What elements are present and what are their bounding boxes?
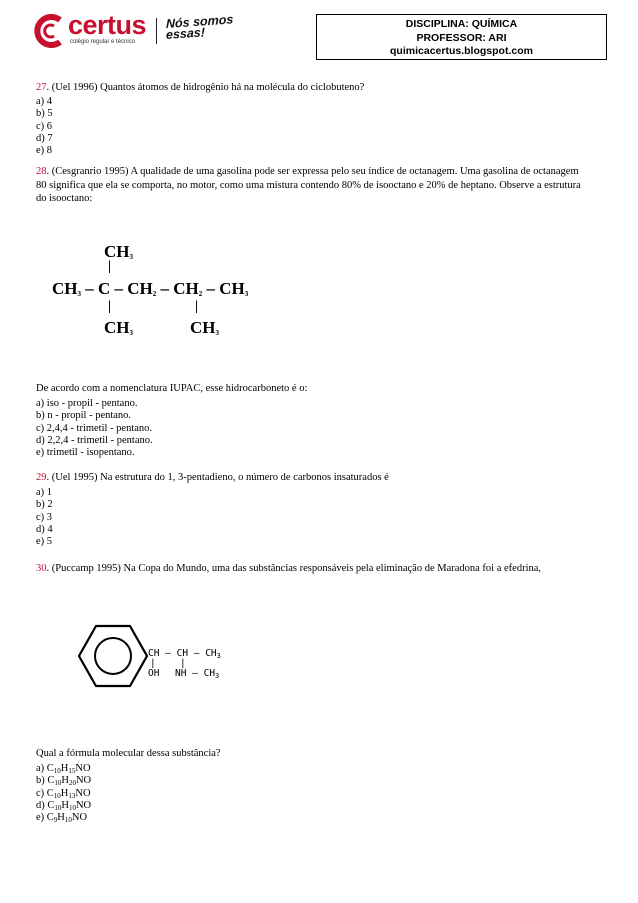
option-d: d) 2,2,4 - trimetil - pentano. (36, 434, 153, 446)
ch2: $CH_2$ (127, 279, 157, 298)
professor-label: PROFESSOR: ARI (416, 31, 507, 44)
certus-logo (32, 10, 157, 48)
option-d: d) 4 (36, 523, 53, 535)
top-bond: | (108, 259, 112, 274)
bottom-ch3-1: $CH_3$ (104, 318, 133, 337)
option-b: b) 5 (36, 108, 53, 120)
question-number: 27 (36, 82, 47, 93)
question-number: 30 (36, 563, 47, 574)
bond: – (114, 279, 124, 298)
discipline-box (316, 14, 607, 60)
question-number: 29 (36, 472, 47, 483)
question-30 (36, 562, 611, 576)
logo-divider (156, 18, 157, 44)
bond: – (160, 279, 170, 298)
option-d: d) 7 (36, 132, 53, 144)
option-b: b) 2 (36, 499, 53, 511)
carbon-quaternary: C (98, 279, 111, 298)
question-text: . (Puccamp 1995) Na Copa do Mundo, uma das substâncias responsáveis pela eliminação de Maradona foi a efedrina, (46, 563, 542, 574)
option-c: c) 2,4,4 - trimetil - pentano. (36, 422, 153, 434)
option-d: d) $C_{10}H_{10}NO$ (36, 799, 92, 812)
logo-text: certus (68, 10, 147, 40)
ch-tertiary: $CH_2$ (173, 279, 203, 298)
side-chain (148, 649, 221, 679)
ephedrine-structure (78, 624, 238, 690)
question-27 (36, 81, 606, 95)
question-29 (36, 471, 606, 485)
option-b: b) $C_{10}H_{20}NO$ (36, 775, 92, 788)
question-stem-line-3: do isooctano: (36, 193, 93, 204)
option-c: c) 6 (36, 120, 53, 132)
question-stem (36, 562, 611, 576)
oh-group: OH (148, 668, 160, 679)
question-text: . (Uel 1996) Quantos átomos de hidrogênio há na molécula do ciclobuteno? (46, 82, 365, 93)
chain-line: CH – CH – $CH_3$ (148, 648, 221, 660)
option-a: a) iso - propil - pentano. (36, 398, 138, 409)
question-text-1: . (Cesgranrio 1995) A qualidade de uma gasolina pode ser expressa pelo seu índice de octanagem. Uma gasolina de octanagem (46, 166, 579, 177)
bond: – (85, 279, 94, 298)
option-e: e) 8 (36, 145, 53, 157)
question-text: . (Uel 1995) Na estrutura do 1, 3-pentadieno, o número de carbonos insaturados é (46, 472, 389, 483)
nh-ch3-group: NH – $CH_3$ (175, 668, 220, 680)
bottom-bond-1: | (108, 299, 112, 314)
option-b: b) n - propil - pentano. (36, 410, 132, 422)
option-c: c) 3 (36, 511, 53, 523)
benzene-ring-icon (78, 624, 148, 688)
ch3-right: $CH_3$ (219, 279, 249, 298)
slogan-logo (166, 14, 252, 44)
bond: – (206, 279, 216, 298)
question-30-prompt: Qual a fórmula molecular dessa substância? (36, 748, 221, 759)
slogan-text: Nós somos essas! (166, 12, 234, 43)
logo-tagline: colégio regular e técnico (70, 39, 136, 45)
ch3-left: $CH_3$ (52, 279, 81, 298)
option-e: e) 5 (36, 536, 53, 548)
bottom-bond-2: | (195, 299, 199, 314)
top-ch3: $CH_3$ (104, 242, 133, 261)
discipline-label: DISCIPLINA: QUÍMICA (405, 18, 518, 30)
option-e: e) $C_9H_{10}NO$ (36, 812, 88, 825)
logo-mark-icon (32, 14, 66, 48)
site-link[interactable]: quimicacertus.blogspot.com (390, 45, 533, 57)
option-a: a) $C_{10}H_{15}NO$ (36, 763, 91, 775)
option-c: c) $C_{10}H_{13}NO$ (36, 787, 91, 800)
question-stem-line-1 (36, 165, 611, 179)
question-28-prompt: De acordo com a nomenclatura IUPAC, esse hidrocarboneto é o: (36, 383, 308, 394)
options-30 (36, 763, 91, 824)
bottom-ch3-2: $CH_3$ (190, 318, 219, 337)
question-number: 28 (36, 166, 47, 177)
substituent-line (148, 669, 221, 679)
options-29 (36, 487, 53, 548)
question-stem (36, 81, 606, 95)
question-stem-line-2: 80 significa que ela se comporta, no motor, como uma mistura contendo 80% de isooctano e 20% de heptano. Observe a estrutura (36, 179, 581, 191)
option-e: e) trimetil - isopentano. (36, 447, 135, 459)
bond-line: | | (150, 658, 186, 669)
main-chain (52, 279, 248, 299)
option-a: a) 4 (36, 96, 53, 107)
isooctane-structure (52, 242, 292, 342)
option-a: a) 1 (36, 487, 53, 498)
options-28 (36, 398, 153, 459)
question-28 (36, 165, 611, 206)
options-27 (36, 96, 53, 157)
question-stem (36, 471, 606, 485)
